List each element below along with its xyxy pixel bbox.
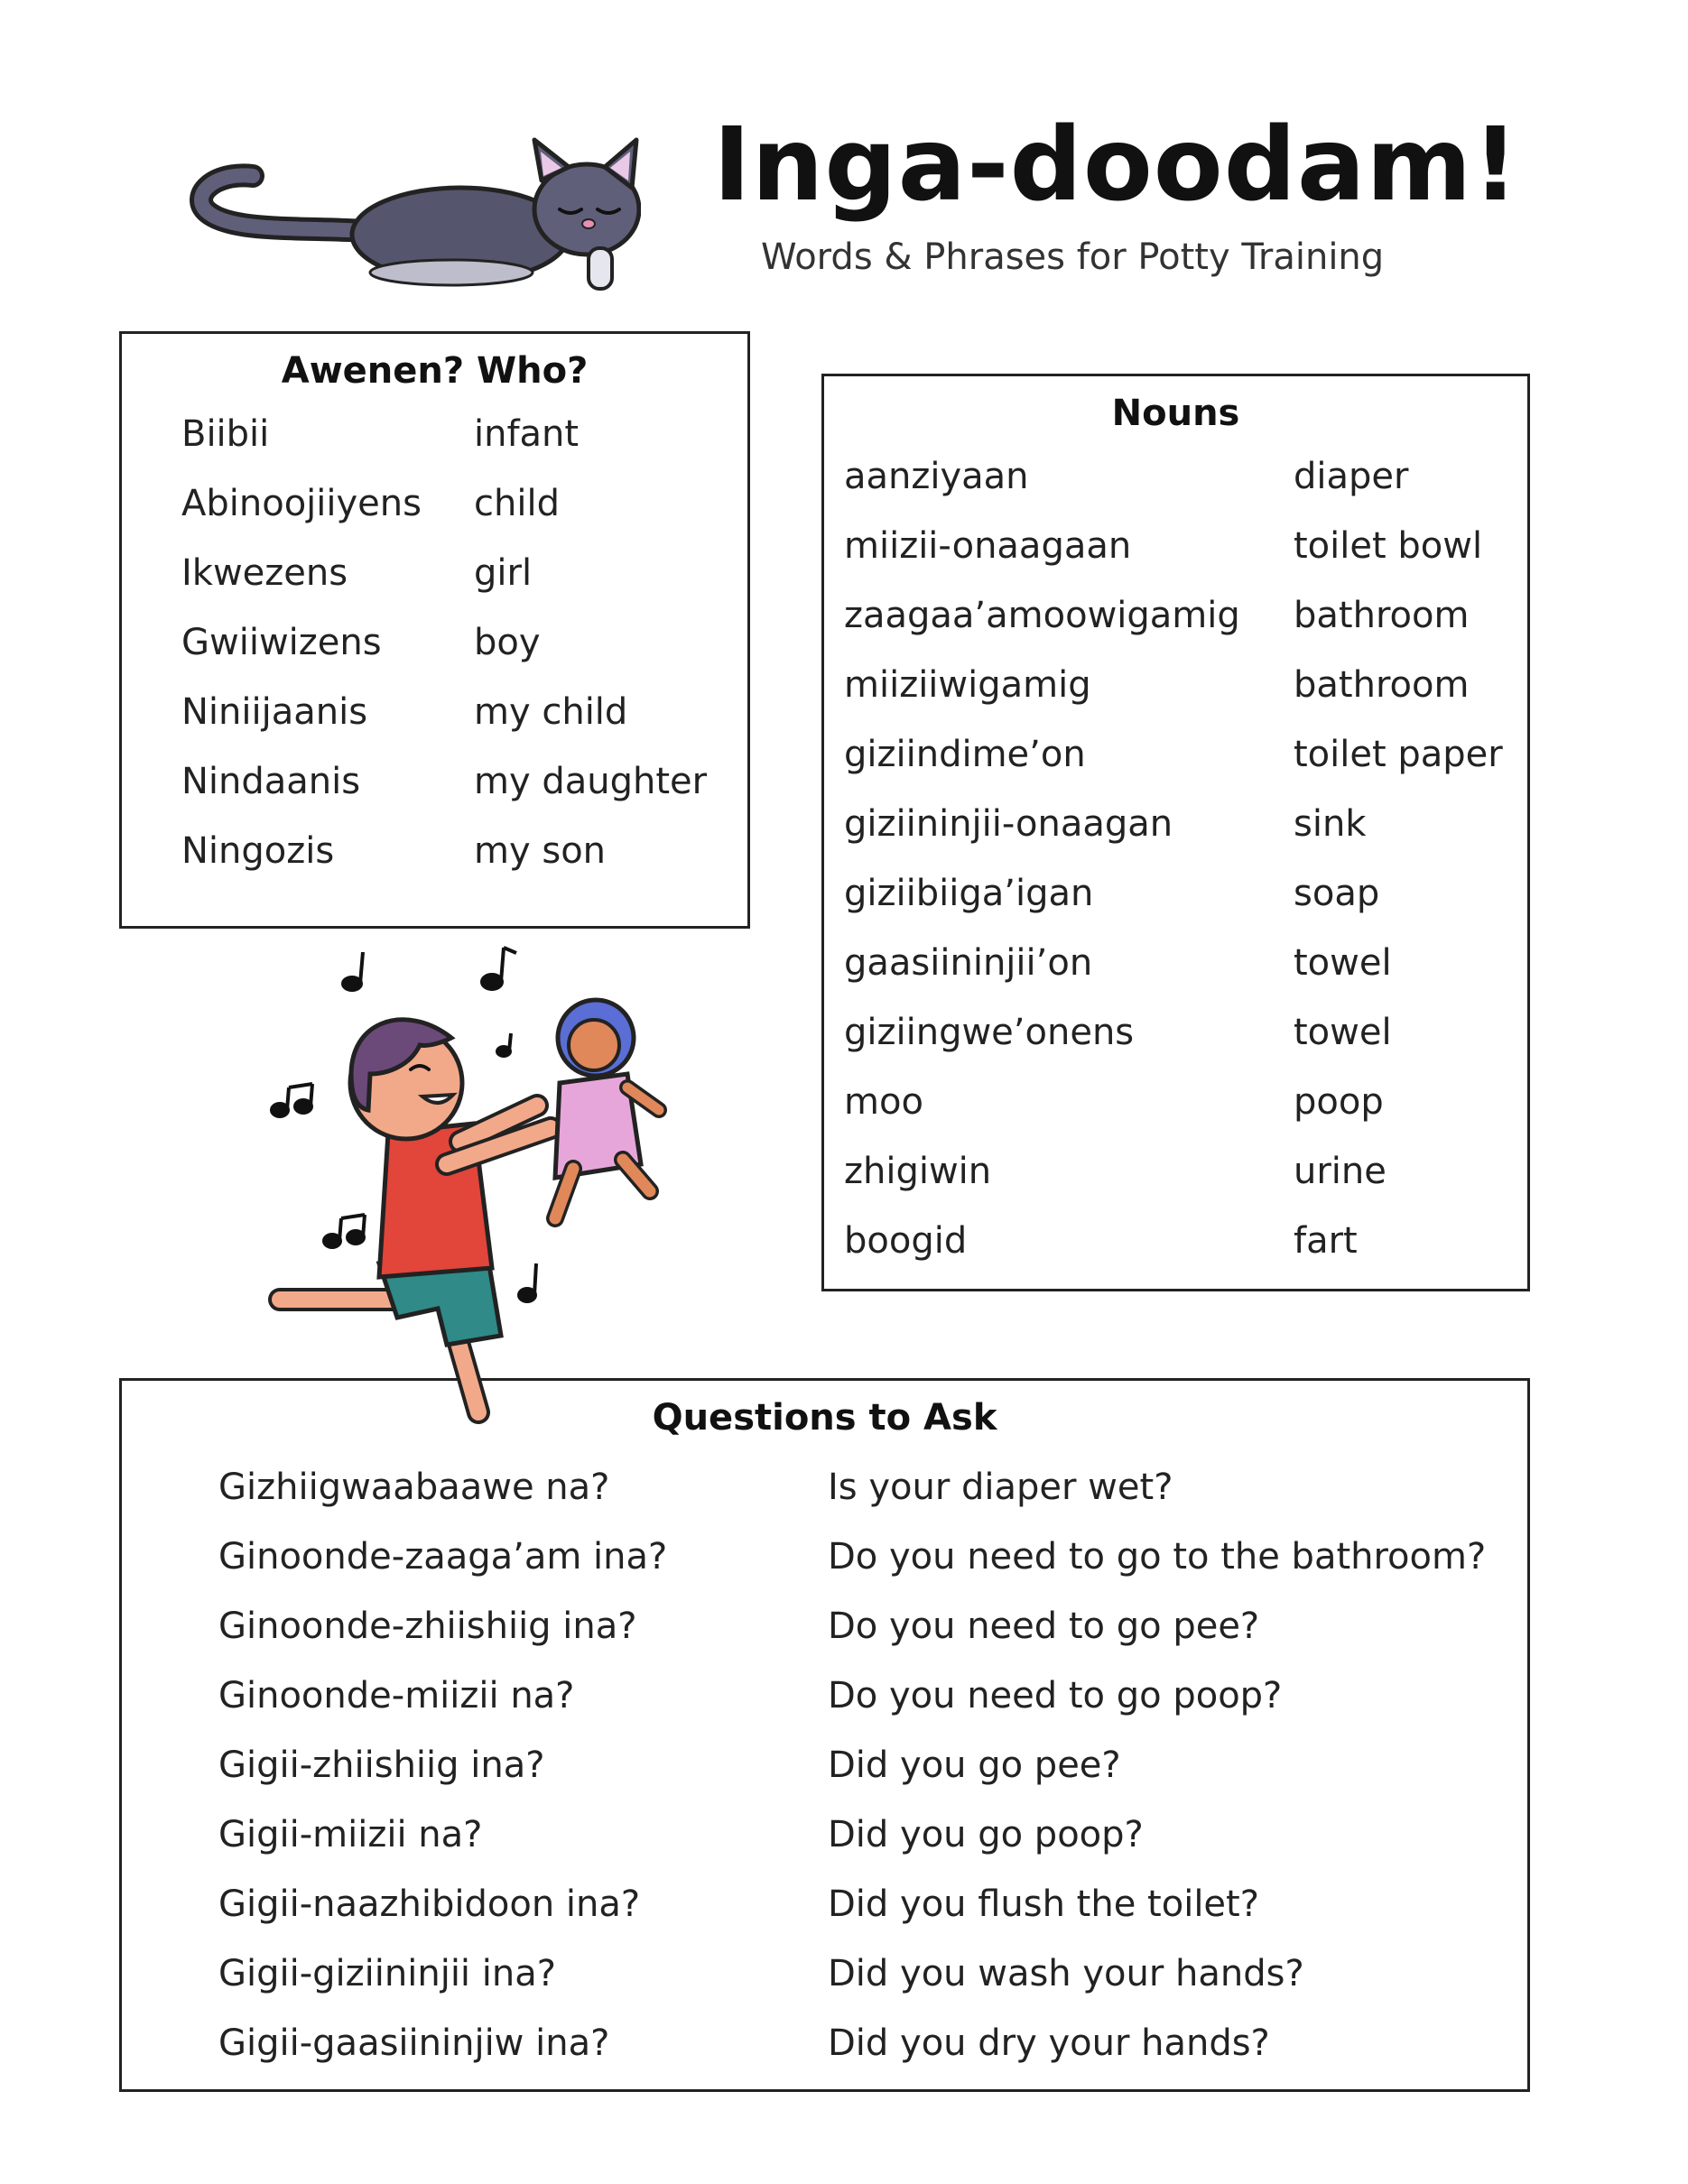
noun-ojibwe-8: gaasiininjii’on — [844, 942, 1093, 984]
who-ojibwe-4: Gwiiwizens — [181, 622, 382, 663]
who-vocabulary-box — [119, 331, 750, 929]
question-english-3: Do you need to go pee? — [828, 1606, 1260, 1647]
question-english-1: Is your diaper wet? — [828, 1467, 1173, 1508]
page-subtitle: Words & Phrases for Potty Training — [761, 236, 1385, 278]
who-english-7: my son — [474, 830, 607, 872]
sleeping-cat-illustration — [181, 126, 641, 298]
question-english-4: Do you need to go poop? — [828, 1675, 1283, 1717]
noun-ojibwe-10: moo — [844, 1081, 923, 1123]
noun-english-10: poop — [1294, 1081, 1384, 1123]
noun-ojibwe-6: giziininjii-onaagan — [844, 803, 1173, 845]
noun-ojibwe-7: giziibiiga’igan — [844, 873, 1094, 914]
question-ojibwe-3: Ginoonde-zhiishiig ina? — [218, 1606, 637, 1647]
noun-english-8: towel — [1294, 942, 1392, 984]
noun-ojibwe-4: miiziiwigamig — [844, 664, 1091, 706]
who-ojibwe-6: Nindaanis — [181, 761, 361, 802]
question-ojibwe-6: Gigii-miizii na? — [218, 1814, 483, 1855]
who-ojibwe-7: Ningozis — [181, 830, 335, 872]
question-ojibwe-4: Ginoonde-miizii na? — [218, 1675, 575, 1717]
question-english-9: Did you dry your hands? — [828, 2022, 1270, 2064]
noun-ojibwe-11: zhigiwin — [844, 1151, 992, 1192]
question-ojibwe-2: Ginoonde-zaaga’am ina? — [218, 1536, 668, 1578]
who-english-3: girl — [474, 552, 533, 594]
questions-heading: Questions to Ask — [652, 1397, 997, 1439]
noun-english-12: fart — [1294, 1220, 1358, 1262]
page-title: Inga-doodam! — [713, 106, 1520, 224]
who-english-5: my child — [474, 691, 628, 733]
question-ojibwe-8: Gigii-giziininjii ina? — [218, 1953, 556, 1994]
who-ojibwe-2: Abinoojiiyens — [181, 483, 422, 524]
question-english-6: Did you go poop? — [828, 1814, 1144, 1855]
noun-ojibwe-9: giziingwe’onens — [844, 1012, 1135, 1053]
questions-box — [119, 1378, 1530, 2092]
noun-english-9: towel — [1294, 1012, 1392, 1053]
who-ojibwe-1: Biibii — [181, 413, 270, 455]
who-english-1: infant — [474, 413, 580, 455]
who-english-2: child — [474, 483, 560, 524]
question-ojibwe-7: Gigii-naazhibidoon ina? — [218, 1883, 641, 1925]
nouns-heading: Nouns — [1111, 393, 1240, 434]
noun-ojibwe-2: miizii-onaagaan — [844, 525, 1132, 567]
who-english-4: boy — [474, 622, 541, 663]
noun-english-7: soap — [1294, 873, 1380, 914]
question-english-5: Did you go pee? — [828, 1744, 1121, 1786]
nouns-vocabulary-box — [821, 374, 1530, 1291]
question-ojibwe-1: Gizhiigwaabaawe na? — [218, 1467, 610, 1508]
noun-ojibwe-3: zaagaa’amoowigamig — [844, 595, 1240, 636]
noun-english-5: toilet paper — [1294, 734, 1503, 775]
question-ojibwe-9: Gigii-gaasiininjiw ina? — [218, 2022, 610, 2064]
noun-english-6: sink — [1294, 803, 1367, 845]
who-ojibwe-5: Niniijaanis — [181, 691, 368, 733]
question-ojibwe-5: Gigii-zhiishiig ina? — [218, 1744, 545, 1786]
noun-english-2: toilet bowl — [1294, 525, 1483, 567]
who-heading: Awenen? Who? — [281, 350, 589, 392]
noun-ojibwe-1: aanziyaan — [844, 456, 1029, 497]
question-english-7: Did you flush the toilet? — [828, 1883, 1259, 1925]
noun-english-11: urine — [1294, 1151, 1387, 1192]
noun-ojibwe-5: giziindime’on — [844, 734, 1086, 775]
noun-english-1: diaper — [1294, 456, 1409, 497]
child-dancing-with-doll-illustration — [262, 939, 686, 1444]
question-english-2: Do you need to go to the bathroom? — [828, 1536, 1487, 1578]
question-english-8: Did you wash your hands? — [828, 1953, 1304, 1994]
noun-ojibwe-12: boogid — [844, 1220, 968, 1262]
noun-english-4: bathroom — [1294, 664, 1470, 706]
noun-english-3: bathroom — [1294, 595, 1470, 636]
who-english-6: my daughter — [474, 761, 708, 802]
who-ojibwe-3: Ikwezens — [181, 552, 348, 594]
